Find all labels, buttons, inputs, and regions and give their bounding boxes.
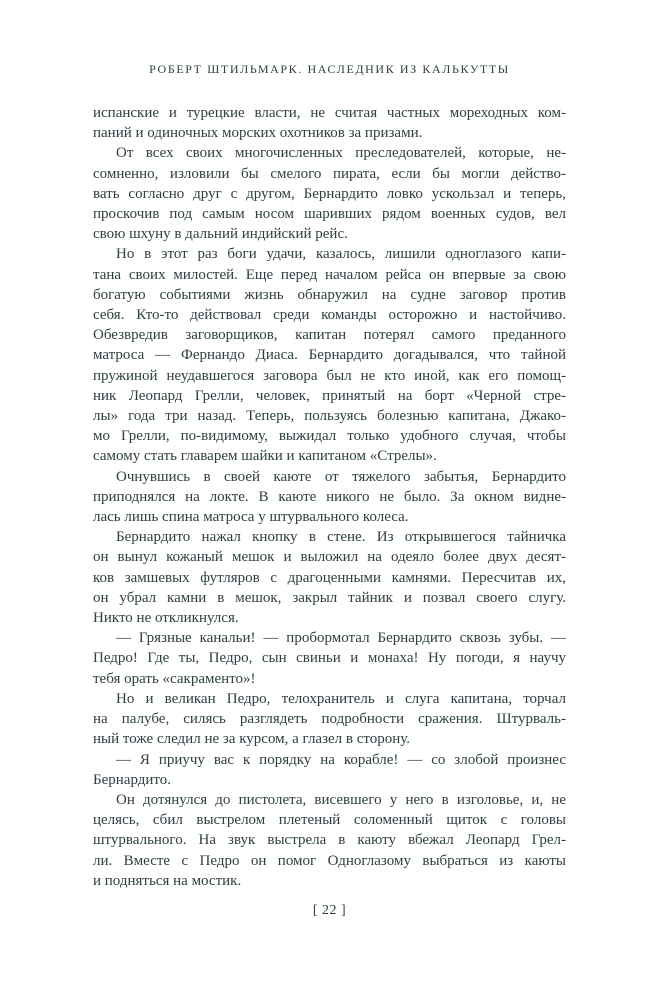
- text-line: приподнялся на локте. В каюте никого не было. За окном видне-: [93, 488, 566, 505]
- running-head: РОБЕРТ ШТИЛЬМАРК. НАСЛЕДНИК ИЗ КАЛЬКУТТЫ: [149, 62, 510, 76]
- text-line: тана своих милостей. Еще перед началом рейса он впервые за свою: [93, 266, 566, 283]
- text-block: [93, 103, 566, 891]
- text-line: Но в этот раз боги удачи, казалось, лишили одноглазого капи-: [116, 246, 566, 263]
- text-line: паний и одиночных морских охотников за призами.: [93, 125, 423, 142]
- paragraph: [93, 467, 566, 528]
- paragraph: [93, 527, 566, 628]
- paragraph: [93, 103, 566, 143]
- text-line: — Я приучу вас к порядку на корабле! — со злобой произнес: [116, 751, 566, 768]
- text-line: он убрал камни в мешок, закрыл тайник и позвал своего слугу.: [93, 589, 566, 606]
- text-line: ный тоже следил не за курсом, а глазел в сторону.: [93, 731, 411, 748]
- paragraph: [93, 628, 566, 689]
- text-line: проскочив под самым носом шаривших рядом военных судов, вел: [93, 206, 566, 223]
- text-line: мо Грелли, по-видимому, выжидал только удобного случая, чтобы: [93, 428, 566, 445]
- text-line: Но и великан Педро, телохранитель и слуга капитана, торчал: [116, 690, 566, 707]
- paragraph: [93, 689, 566, 750]
- text-line: Никто не откликнулся.: [93, 610, 239, 627]
- text-line: на палубе, силясь разглядеть подробности сражения. Штурваль-: [93, 711, 566, 728]
- text-line: Он дотянулся до пистолета, висевшего у него в изголовье, и, не: [116, 791, 566, 808]
- text-line: целясь, сбил выстрелом плетеный соломенный щиток с головы: [93, 812, 566, 829]
- text-line: — Грязные канальи! — пробормотал Бернардито сквозь зубы. —: [116, 630, 566, 647]
- paragraph: [93, 244, 566, 466]
- page-number: [ 22 ]: [312, 902, 347, 918]
- text-line: пружиной неудавшегося заговора был не кто иной, как его помощ-: [93, 367, 566, 384]
- text-line: богатую событиями жизнь обнаружил на судне заговор против: [93, 286, 566, 303]
- text-line: ли. Вместе с Педро он помог Одноглазому выбраться из каюты: [93, 852, 566, 869]
- text-line: испанские и турецкие власти, не считая частных мореходных ком-: [93, 105, 566, 121]
- text-line: свою шхуну в дальний индийский рейс.: [93, 226, 348, 243]
- text-line: самому стать главарем шайки и капитаном «Стрелы».: [93, 448, 437, 465]
- text-line: От всех своих многочисленных преследователей, которые, не-: [116, 145, 566, 162]
- text-line: он вынул кожаный мешок и выложил на одеяло более двух десят-: [93, 549, 566, 566]
- text-line: лась лишь спина матроса у штурвального колеса.: [93, 509, 409, 526]
- text-line: себя. Кто-то действовал среди команды осторожно и настойчиво.: [93, 307, 566, 324]
- text-line: Обезвредив заговорщиков, капитан потерял самого преданного: [93, 327, 566, 344]
- paragraph: [93, 750, 566, 790]
- text-line: сомненно, изловили бы смелого пирата, если бы могли действо-: [93, 165, 566, 182]
- text-line: вать согласно друг с другом, Бернардито ловко ускользал и теперь,: [93, 185, 566, 202]
- paragraph: [93, 143, 566, 244]
- text-line: лы» года три назад. Теперь, пользуясь болезнью капитана, Джако-: [93, 408, 566, 425]
- text-line: Педро! Где ты, Педро, сын свиньи и монаха! Ну погоди, я научу: [93, 650, 566, 667]
- paragraph: [93, 790, 566, 891]
- text-line: и подняться на мостик.: [93, 872, 242, 889]
- text-line: матроса — Фернандо Диаса. Бернардито догадывался, что тайной: [93, 347, 566, 364]
- text-line: ник Леопард Грелли, человек, принятый на борт «Черной стре-: [93, 387, 566, 404]
- text-line: Бернардито.: [93, 771, 172, 788]
- text-line: штурвального. На звук выстрела в каюту вбежал Леопард Грел-: [93, 832, 566, 849]
- text-line: ков замшевых футляров с драгоценными камнями. Пересчитав их,: [93, 569, 566, 586]
- text-line: тебя орать «сакраменто»!: [93, 670, 256, 687]
- text-line: Бернардито нажал кнопку в стене. Из открывшегося тайничка: [116, 529, 566, 546]
- text-line: Очнувшись в своей каюте от тяжелого забытья, Бернардито: [116, 468, 566, 485]
